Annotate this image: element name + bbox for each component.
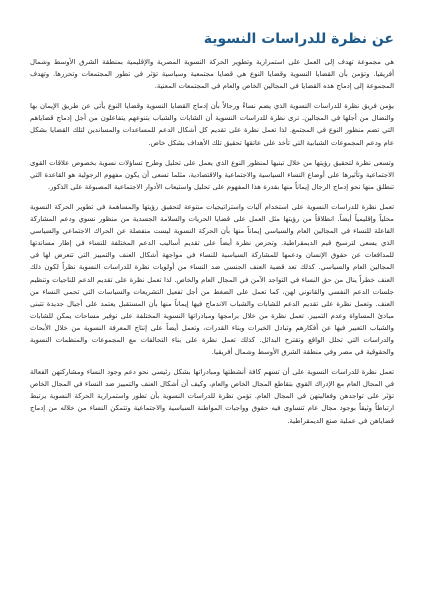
paragraph-team: يؤمن فريق نظرة للدراسات النسوية الذي يضم نساءً ورجالاً بأن إدماج القضايا النسوية وقضايا النوع يأتي عن طريق الإيمان بها والنضال من أجلها في المجالين. ترى نظرة للدراسات النسوية أن الشابات والشباب بتنوعهم يتفاعلون من أجل إدماج قضاياهم التي تضم منظور النوع في المجتمع. لذا تعمل نظرة على تقديم كل أشكال الدعم للمساعدات والمساندين لتلك القضايا بشكل عام ودعم المجموعات الشبابية التي تأخذ على عاتقها تحقيق تلك الأهداف بشكل خاص. — [30, 102, 394, 147]
paragraph-vision: وتسعى نظرة لتحقيق رؤيتها من خلال تبنيها لمنظور النوع الذي يعمل على تحليل وطرح تساؤلات نسوية بخصوص علاقات القوى الاجتماعية وتأثيرها على أوضاع النساء السياسية والاجتماعية والاقتصادية، مثلما تسعى أن يكون مفهوم الرجولية هو القاعدة التي تنطلق منها نحو إدماج الرجال إيماناً منها بقدرة هذا المفهوم على تحليل واستيعاب الأدوار الاجتماعية المصبوغة على الذكور. — [30, 158, 394, 191]
paragraph-intro: هي مجموعة تهدف إلى العمل على استمرارية وتطوير الحركة النسوية المصرية والإقليمية بمنطقة الشرق الأوسط وشمال أفريقيا. وتؤمن بأن القضايا النسوية وقضايا النوع هي قضايا مجتمعية وسياسية تؤثر في تطور المجتمعات وتحررها. وتهدف المجموعة إلى إدماج هذه القضايا في المجالين الخاص والعام في المجتمعات المعنية. — [30, 58, 394, 91]
paragraph-public-sphere: تعمل نظرة للدراسات النسوية على أن تسهم كافة أنشطتها ومبادراتها بشكل رئيسي نحو دعم وجود النساء ومشاركتهن الفعالة في المجال العام مع الإدراك القوي بتقاطع المجال الخاص والعام، وكيف أن أشكال العنف والتمييز ضد النساء في المجال الخاص تؤثر على تواجدهن وفعاليتهن في المجال العام. تؤمن نظرة للدراسات النسوية بأن تطور واستمرارية الحركة النسوية يرتبط ارتباطاً وثيقاً بوجود مجال عام تتساوى فيه حقوق وواجبات المواطنة السياسية والاجتماعية وتتمكن النساء من خلاله من إدماج قضاياهن في عملية صنع الديمقراطية. — [30, 368, 394, 425]
paragraph-strategies: تعمل نظرة للدراسات النسوية على استخدام آليات واستراتيجيات متنوعة لتحقيق رؤيتها والمساهمة في تطوير الحركة النسوية محلياً وإقليمياً أيضاً. انطلاقاً من رؤيتها مثل العمل على قضايا الحريات والسلامة الجسدية من منظور نسوي ودعم المشاركة الفاعلة للنساء في المجالين العام والسياسي إيماناً منها بأن الحركة النسوية ليست منفصلة عن الحراك الاجتماعي والسياسي الذي يسعى لترسيخ قيم الديمقراطية. وتحرص نظرة أيضاً على تقديم أساليب الدعم المختلفة للنساء في إطار مساندتها للمدافعات عن حقوق الإنسان ودعمها للمشاركة السياسية للنساء في مواجهة أشكال العنف والتمييز التي تتعرض لها في المجالين العام والسياسي. كذلك تعد قضية العنف الجنسي ضد النساء من أولويات نظرة للدراسات النسوية نظراً لكون ذلك العنف خطراً ينال من حق النساء في التواجد الآمن في المجال العام والخاص. لذا تعمل نظرة على تقديم الدعم للناجيات وتنظيم جلسات الدعم النفسي والقانوني لهن، كما تعمل على الضغط من أجل تفعيل التشريعات والسياسات التي تحمي النساء من العنف. وتعمل نظرة على تقديم الدعم للشابات والشباب الاندماج فيها إيماناً منها بأن المستقبل يعتمد على أجيال جديدة تتبنى مبادئ المساواة وعدم التمييز. تعمل نظرة من خلال برامجها ومبادراتها النسوية المختلفة على توفير مساحات يمكن للشابات والشباب التعبير فيها عن أفكارهم وتبادل الخبرات وبناء القدرات، وتعمل أيضاً على إنتاج المعرفة النسوية من خلال الأبحاث والدراسات التي تحلل الواقع وتقترح البدائل. كذلك تعمل نظرة على بناء التحالفات مع المجموعات والمنظمات النسوية والحقوقية في مصر وفي منطقة الشرق الأوسط وشمال أفريقيا. — [30, 202, 394, 357]
page-title: عن نظرة للدراسات النسوية — [203, 31, 394, 47]
